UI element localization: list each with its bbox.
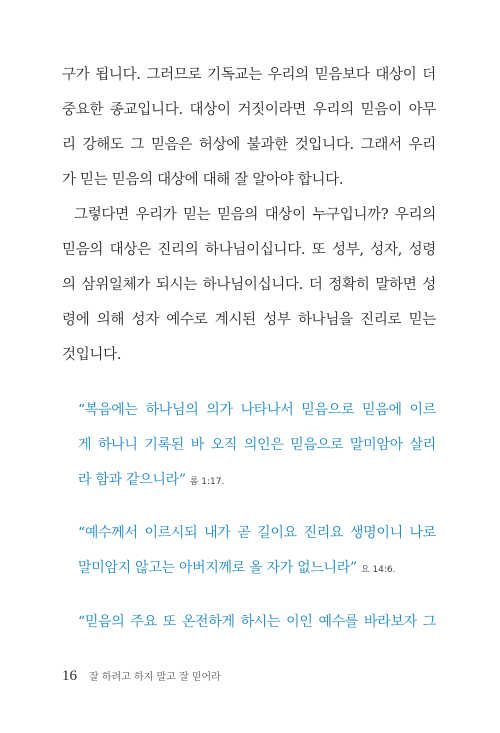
scripture-reference: 롬 1:17. [189, 477, 225, 487]
body-line: 의 삼위일체가 되시는 하나님이십니다. 더 정확히 말하면 성 [62, 277, 436, 293]
body-line: 리 강해도 그 믿음은 허상에 불과한 것입니다. 그래서 우리 [62, 137, 436, 153]
quote-text: 말미암지 않고는 아버지께로 올 자가 없느니라” [78, 560, 357, 576]
body-line: 중요한 종교입니다. 대상이 거짓이라면 우리의 믿음이 아무 [62, 102, 436, 118]
quote-line: “복음에는 하나님의 의가 나타나서 믿음으로 믿음에 이르 [78, 402, 436, 418]
body-line: 믿음의 대상은 진리의 하나님이십니다. 또 성부, 성자, 성령 [62, 242, 436, 258]
scripture-reference: 요 14:6. [360, 565, 396, 575]
quote-line [78, 551, 436, 585]
quote-text: 라 함과 같으니라” [78, 472, 186, 488]
body-line: 그렇다면 우리가 믿는 믿음의 대상이 누구입니까? 우리의 [74, 207, 436, 223]
body-line: 것입니다. [62, 347, 122, 363]
running-title: 잘 하려고 하지 말고 잘 믿어라 [89, 672, 221, 683]
page-number: 16 [62, 668, 77, 684]
quote-line: “예수께서 이르시되 내가 곧 길이요 진리요 생명이니 나로 [78, 525, 436, 541]
quote-line [78, 463, 436, 497]
body-line: 가 믿는 믿음의 대상에 대해 잘 알아야 합니다. [62, 172, 344, 188]
quote-line: 게 하나니 기록된 바 오직 의인은 믿음으로 말미암아 살리 [78, 437, 436, 453]
body-line: 령에 의해 성자 예수로 계시된 성부 하나님을 진리로 믿는 [62, 312, 436, 328]
page-footer [62, 668, 221, 688]
body-line: 구가 됩니다. 그러므로 기독교는 우리의 믿음보다 대상이 더 [62, 67, 436, 83]
quote-line: “믿음의 주요 또 온전하게 하시는 이인 예수를 바라보자 그 [78, 614, 436, 630]
